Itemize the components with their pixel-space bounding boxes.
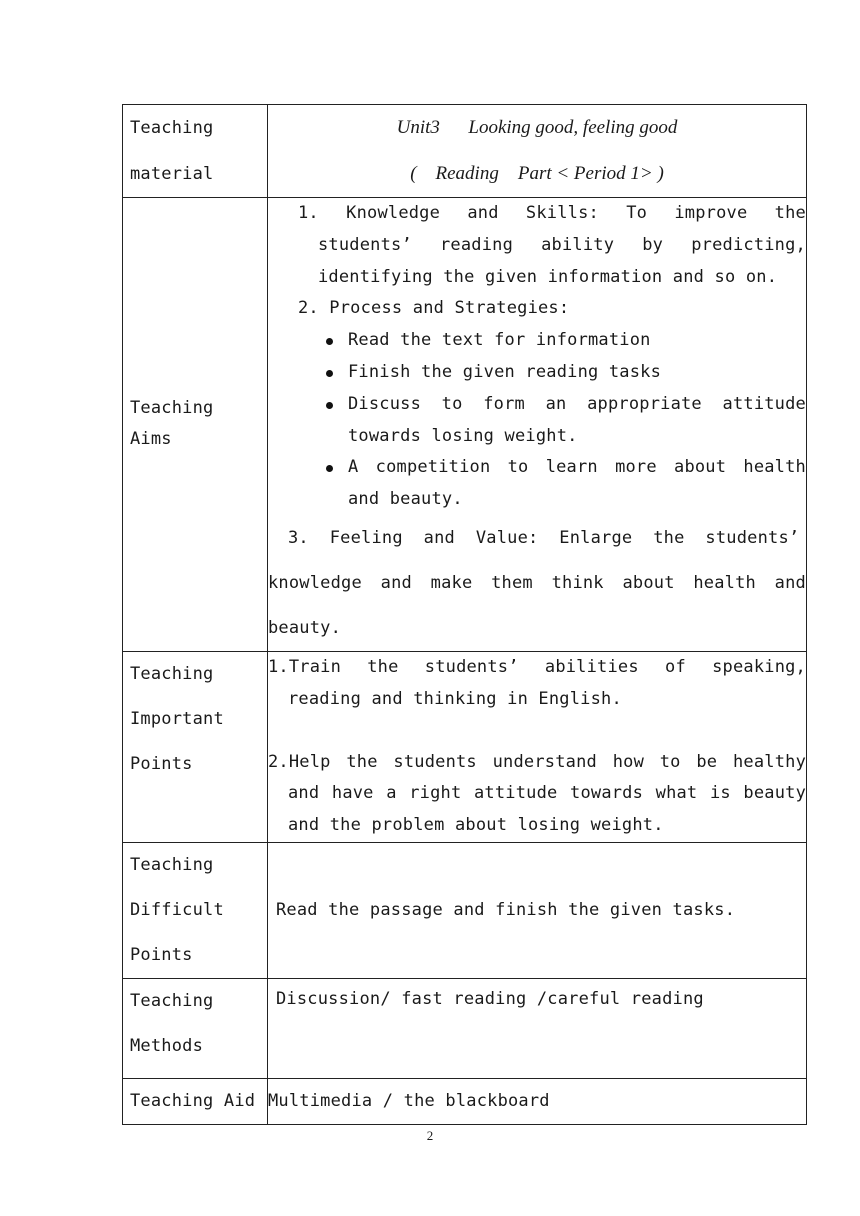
row-teaching-aid [123,1078,807,1124]
label-cell: Teaching Aid [123,1078,268,1124]
row-difficult-points [123,842,807,978]
aim-item-continuation: knowledge and make them think about health and beauty. [268,572,806,638]
label-line: Aims [130,429,172,450]
bullet-item: A competition to learn more about health and beauty. [268,452,806,516]
important-points-content [268,651,807,842]
methods-value: Discussion/ fast reading /careful reading [268,978,807,1078]
label-cell [123,198,268,652]
label-line: Methods [130,1035,204,1056]
point-item: 2.Help the students understand how to be healthy and have a right attitude towards what is beauty and the problem about losing weight. [268,751,806,836]
lesson-plan-table [122,104,807,1125]
bullet-item: Discuss to form an appropriate attitude towards losing weight. [268,389,806,453]
row-important-points [123,651,807,842]
label-cell [123,105,268,198]
label-line: Points [130,753,193,774]
aim-item: 1. Knowledge and Skills: To improve the students’ reading ability by predicting, identifying the given information and so on. [298,203,806,287]
aims-content [268,198,807,652]
label-cell [123,842,268,978]
row-teaching-aims [123,198,807,652]
bullet-item: Finish the given reading tasks [268,357,806,389]
row-teaching-material [123,105,807,198]
aim-item: 2. Process and Strategies: [298,298,570,319]
row-teaching-methods [123,978,807,1078]
difficult-points-value: Read the passage and finish the given tasks. [268,842,807,978]
lesson-title-cell [268,105,807,198]
label-line: material [130,164,214,184]
aid-value: Multimedia / the blackboard [268,1078,807,1124]
page-number: 2 [426,1128,434,1143]
point-item: 1.Train the students’ abilities of speaking, reading and thinking in English. [268,656,806,709]
label-line: Points [130,944,193,965]
label-line: Teaching [130,990,214,1011]
label-line: Teaching [130,118,214,138]
unit-title: Unit3 Looking good, feeling good [396,117,678,138]
label-line: Important [130,708,224,729]
bullet-item: Read the text for information [268,325,806,357]
label-line: Teaching [130,663,214,684]
period-subtitle: ( Reading Part < Period 1> ) [410,163,664,184]
label-cell [123,651,268,842]
label-line: Teaching [130,854,214,875]
label-line: Teaching [130,398,214,419]
label-line: Difficult [130,899,224,920]
aim-item: 3. Feeling and Value: Enlarge the students’ [288,527,800,548]
label-cell [123,978,268,1078]
